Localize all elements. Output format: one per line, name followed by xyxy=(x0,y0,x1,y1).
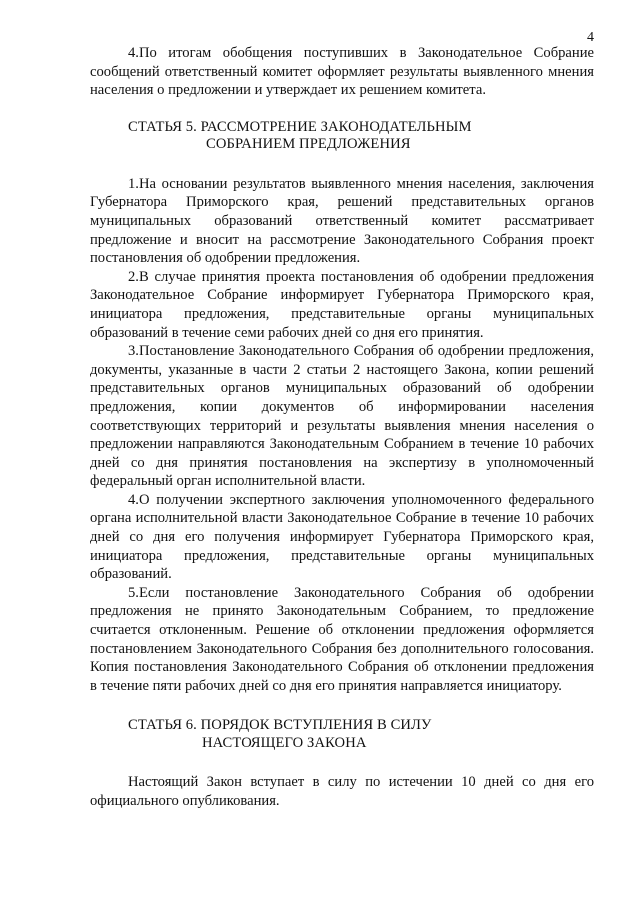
article-5-title-line-1: СТАТЬЯ 5. РАССМОТРЕНИЕ ЗАКОНОДАТЕЛЬНЫМ xyxy=(128,118,472,135)
intro-paragraph: 4.По итогам обобщения поступивших в Законодательное Собрание сообщений ответственный комитет оформляет результаты выявленного мнения населения о предложении и утверждает их решением комитета. xyxy=(90,45,594,99)
document-body xyxy=(90,44,594,811)
article-5-heading xyxy=(128,119,594,154)
article-6-paragraph-1: Настоящий Закон вступает в силу по истечении 10 дней со дня его официального опубликования. xyxy=(90,774,594,809)
article-5-title-line-2: СОБРАНИЕМ ПРЕДЛОЖЕНИЯ xyxy=(206,136,411,153)
article-6-title-line-2: НАСТОЯЩЕГО ЗАКОНА xyxy=(202,734,367,751)
article-5-paragraph-5: 5.Если постановление Законодательного Собрания об одобрении предложения не принято Законодательным Собранием, то предложение считается отклоненным. Решение об отклонении предложения оформляется постановлением Законодательного Собрания без дополнительного голосования. Копия постановления Законодательного Собрания об отклонении предложения в течение пяти рабочих дней со дня его принятия направляется инициатору. xyxy=(90,584,594,694)
article-6-heading xyxy=(128,717,594,752)
article-6-title-line-1: СТАТЬЯ 6. ПОРЯДОК ВСТУПЛЕНИЯ В СИЛУ xyxy=(128,717,432,734)
article-5-paragraph-2: 2.В случае принятия проекта постановления об одобрении предложения Законодательное Собрание информирует Губернатора Приморского края, инициатора предложения, представительные органы муниципальных образований в течение семи рабочих дней со дня его принятия. xyxy=(90,268,594,341)
page-number: 4 xyxy=(587,30,594,45)
article-5-paragraph-1: 1.На основании результатов выявленного мнения населения, заключения Губернатора Приморского края, решений представительных органов муниципальных образований ответственный комитет рассматривает предложение и вносит на рассмотрение Законодательного Собрания проект постановления об одобрении предложения. xyxy=(90,175,594,267)
article-5-paragraph-3: 3.Постановление Законодательного Собрания об одобрении предложения, документы, указанные в части 2 статьи 2 настоящего Закона, копии решений представительных органов муниципальных образований об одобрении предложения, копии документов об информировании населения соответствующих территорий и результаты выявления мнения населения о предложении направляются Законодательным Собранием в течение 10 рабочих дней со дня принятия постановления на экспертизу в уполномоченный федеральный орган исполнительной власти. xyxy=(90,343,594,490)
article-5-paragraph-4: 4.О получении экспертного заключения уполномоченного федерального органа исполнительной власти Законодательное Собрание в течение 10 рабочих дней со дня его получения информирует Губернатора Приморского края, инициатора предложения, представительные органы муниципальных образований. xyxy=(90,491,594,583)
